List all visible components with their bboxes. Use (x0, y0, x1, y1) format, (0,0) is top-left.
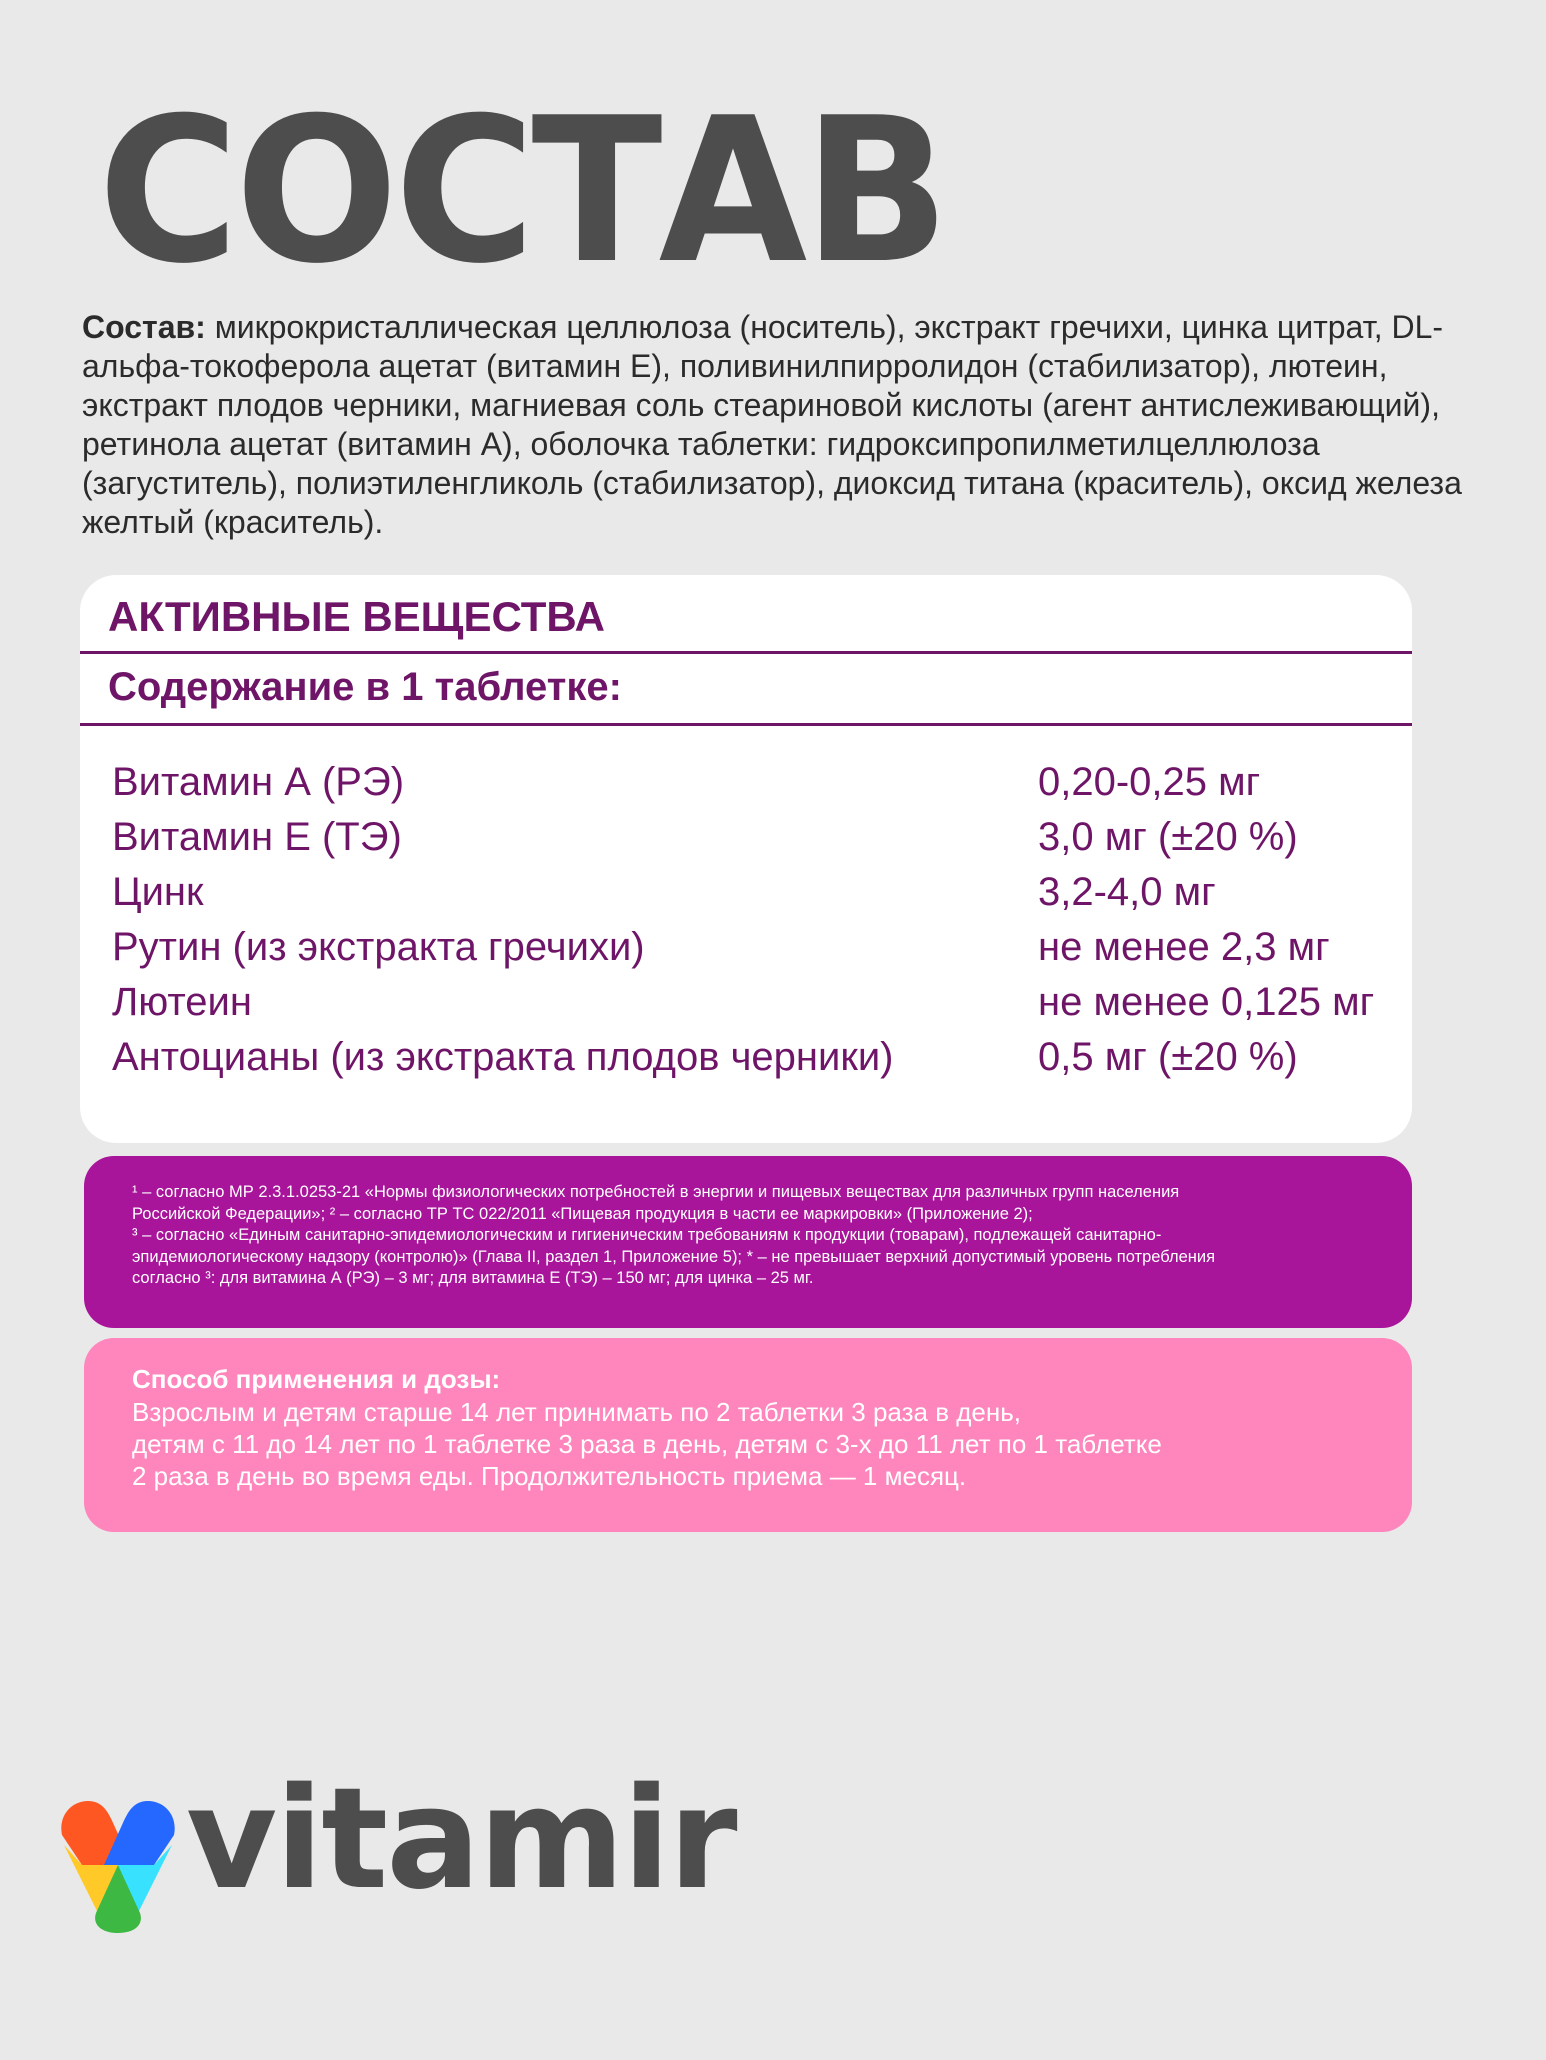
dosage-line: 2 раза в день во время еды. Продолжительность приема — 1 месяц. (132, 1461, 967, 1491)
ingredient-row (112, 920, 1392, 975)
ingredient-name: Антоцианы (из экстракта плодов черники) (112, 1035, 894, 1079)
divider (80, 651, 1412, 654)
v-petal-logo-icon (58, 1795, 178, 1935)
dosage-line: детям с 11 до 14 лет по 1 таблетке 3 раза в день, детям с 3-х до 11 лет по 1 таблетке (132, 1429, 1162, 1459)
active-ingredients-heading: АКТИВНЫЕ ВЕЩЕСТВА (108, 593, 605, 640)
ingredient-name: Витамин А (РЭ) (112, 760, 405, 804)
composition-paragraph (82, 308, 1482, 542)
dosage-box (84, 1338, 1412, 1532)
dosage-heading: Способ применения и дозы: (132, 1364, 501, 1394)
footnotes-box (84, 1156, 1412, 1328)
divider (80, 723, 1412, 726)
ingredient-amount: не менее 0,125 мг (1038, 980, 1375, 1024)
ingredient-row (112, 975, 1392, 1030)
footnote-line: Российской Федерации»; ² – согласно ТР ТС 022/2011 «Пищевая продукция в части ее маркировки» (Приложение 2); (132, 1204, 1033, 1223)
per-tablet-subheading: Содержание в 1 таблетке: (108, 665, 622, 709)
footnote-line: ³ – согласно «Единым санитарно-эпидемиологическим и гигиеническим требованиям к продукции (товарам), подлежащей санитарно- (132, 1226, 1162, 1244)
page-title: СОСТАВ (98, 75, 946, 308)
ingredient-row (112, 1030, 1392, 1085)
footnotes-text (132, 1182, 1392, 1290)
ingredient-name: Витамин Е (ТЭ) (112, 815, 402, 859)
active-ingredients-card (80, 575, 1412, 1143)
brand-name: vitamir (186, 1758, 736, 1921)
ingredients-table (112, 755, 1392, 1085)
footnote-line: эпидемиологическому надзору (контролю)» (Глава II, раздел 1, Приложение 5); * – не превышает верхний допустимый уровень потребления (132, 1247, 1216, 1266)
ingredient-name: Рутин (из экстракта гречихи) (112, 925, 645, 969)
dosage-text (132, 1396, 1372, 1492)
composition-text: микрокристаллическая целлюлоза (носитель), экстракт гречихи, цинка цитрат, DL-альфа-токоферола ацетат (витамин Е), поливинилпирролидон (стабилизатор), лютеин, экстракт плодов черники, магниевая соль стеариновой кислоты (агент антислеживающий), ретинола ацетат (витамин А), оболочка таблетки: гидроксипропилметилцеллюлоза (загуститель), полиэтиленгликоль (стабилизатор), диоксид титана (краситель), оксид железа желтый (краситель). (82, 309, 1462, 540)
ingredient-row (112, 865, 1392, 920)
dosage-line: Взрослым и детям старше 14 лет принимать по 2 таблетки 3 раза в день, (132, 1397, 1022, 1427)
ingredient-amount: 3,0 мг (±20 %) (1038, 815, 1298, 859)
ingredient-amount: 0,20-0,25 мг (1038, 760, 1261, 804)
ingredient-row (112, 810, 1392, 865)
ingredient-name: Лютеин (112, 980, 252, 1024)
ingredient-amount: 3,2-4,0 мг (1038, 870, 1216, 914)
ingredient-row (112, 755, 1392, 810)
footnote-line: ¹ – согласно МР 2.3.1.0253-21 «Нормы физиологических потребностей в энергии и пищевых веществах для различных групп населения (132, 1183, 1180, 1201)
ingredient-amount: 0,5 мг (±20 %) (1038, 1035, 1298, 1079)
footnote-line: согласно ³: для витамина А (РЭ) – 3 мг; для витамина Е (ТЭ) – 150 мг; для цинка – 25 мг. (132, 1269, 814, 1287)
composition-label: Состав: (82, 309, 206, 345)
ingredient-name: Цинк (112, 870, 204, 914)
ingredient-amount: не менее 2,3 мг (1038, 925, 1330, 969)
